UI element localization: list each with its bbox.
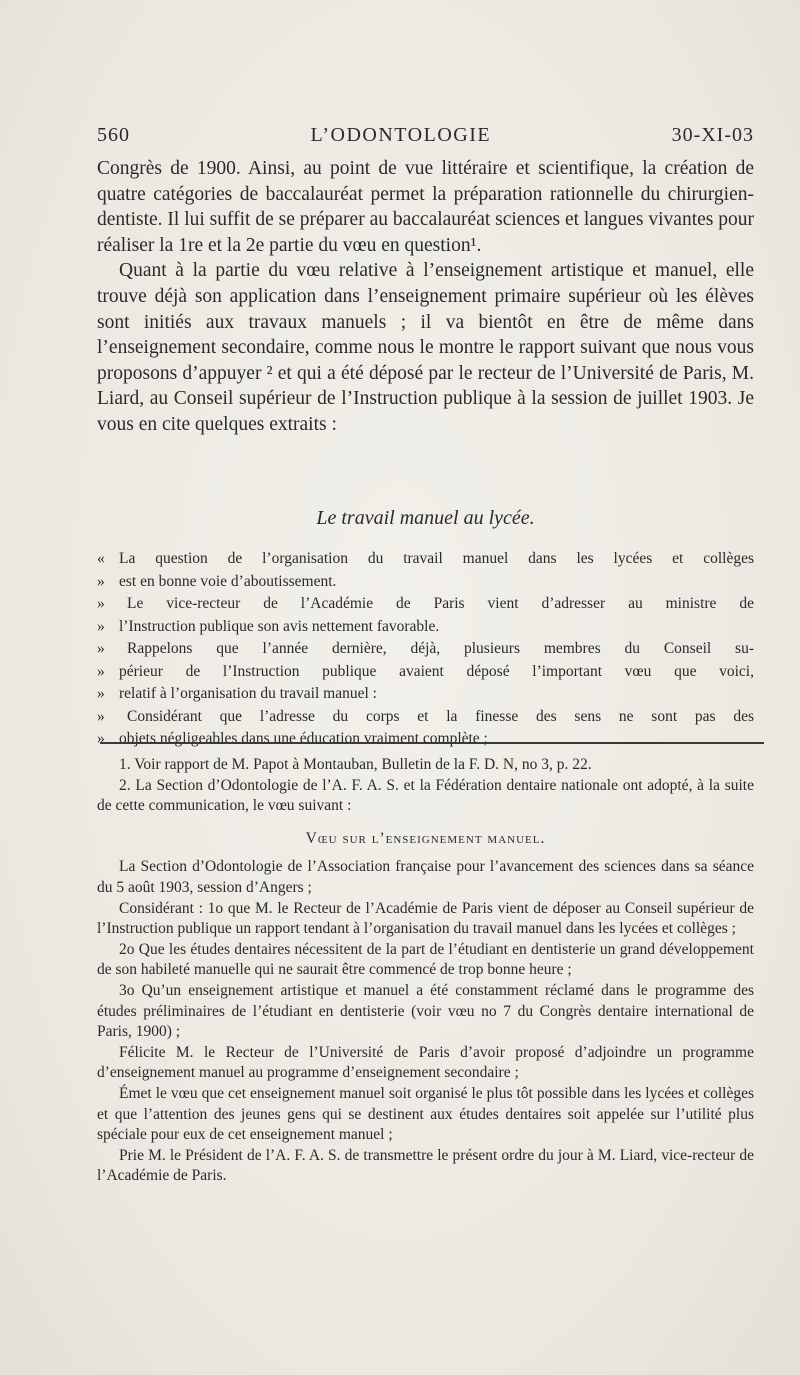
quote-mark: » [97,685,105,702]
quote-text: La question de l’organisation du travail manuel dans les lycées et collèges [119,550,754,567]
vow-paragraph: Émet le vœu que cet enseignement manuel soit organisé le plus tôt possible dans les lycées et collèges et que l’attention des jeunes gens qui se destinent aux études dentaires soit appelée sur l’utilité plus spéciale pour eux de cet enseignement manuel ; [97,1084,754,1144]
quote-line [97,661,754,684]
quote-text: l’Instruction publique son avis nettement favorable. [119,617,440,635]
vow-paragraph: 2o Que les études dentaires nécessitent de la part de l’étudiant en dentisterie un grand développement de son habileté manuelle qui ne saurait être commencé de trop bonne heure ; [97,940,754,979]
quote-line [97,548,754,571]
quote-text: objets négligeables dans une éducation vraiment complète ; [119,730,488,747]
footnote-separator [100,742,764,744]
quote-mark: » [97,730,105,747]
quote-mark: » [97,595,105,612]
vow-paragraph: La Section d’Odontologie de l’Association française pour l’avancement des sciences dans sa séance du 5 août 1903, session d’Angers ; [97,858,754,896]
quote-text: Considérant que l’adresse du corps et la finesse des sens ne sont pas des [127,707,754,725]
vow-title: Vœu sur l’enseignement manuel. [305,829,546,847]
body-paragraph: Congrès de 1900. Ainsi, au point de vue littéraire et scientifique, la création de quatre catégories de baccalauréat permet la préparation rationnelle du chirurgien-dentiste. Il lui suffit de se préparer au baccalauréat sciences et langues vivantes pour réaliser la 1re et la 2e partie du vœu en question¹. [97,158,754,256]
vow-paragraph: 3o Qu’un enseignement artistique et manuel a été constamment réclamé dans le programme des études préliminaires de l’étudiant en dentisterie (voir vœu no 7 du Congrès dentaire international de Paris, 1900) ; [97,981,754,1041]
vow-paragraph: Félicite M. le Recteur de l’Université de Paris d’avoir proposé d’adjoindre un programme d’enseignement manuel au programme d’enseignement secondaire ; [97,1043,754,1082]
quote-line [97,683,754,706]
quote-text: est en bonne voie d’aboutissement. [119,572,337,590]
vow-paragraph: Considérant : 1o que M. le Recteur de l’Académie de Paris vient de déposer au Conseil supérieur de l’Instruction publique un rapport tendant à l’organisation du travail manuel dans les lycées et collèges ; [97,899,754,938]
issue-date: 30-XI-03 [671,124,754,146]
journal-title: L’ODONTOLOGIE [310,124,492,146]
quote-mark: » [97,640,105,657]
main-text [97,156,754,438]
quote-mark: » [97,617,105,635]
section-title: Le travail manuel au lycée. [316,507,535,529]
quote-line [97,706,754,729]
footnotes [97,755,754,1187]
quote-text: Rappelons que l’année dernière, déjà, plusieurs membres du Conseil su- [127,640,754,657]
quote-text: périeur de l’Instruction publique avaient déposé l’important vœu que voici, [119,662,754,680]
page-number: 560 [97,124,130,146]
quote-line [97,571,754,594]
body-paragraph: Quant à la partie du vœu relative à l’enseignement artistique et manuel, elle trouve déjà son application dans l’enseignement primaire supérieur où les élèves sont initiés aux travaux manuels ; il va bientôt en être de même dans l’enseignement secondaire, comme nous le montre le rapport suivant que nous vous proposons d’appuyer ² et qui a été déposé par le recteur de l’Université de Paris, M. Liard, au Conseil supérieur de l’Instruction publique à la session de juillet 1903. Je vous en cite quelques extraits : [97,260,754,435]
quote-mark: » [97,707,105,725]
quote-mark: » [97,662,105,680]
quote-text: relatif à l’organisation du travail manuel : [119,685,377,702]
quote-line [97,638,754,661]
quote-line [97,616,754,639]
running-header [97,124,754,147]
vow-paragraph: Prie M. le Président de l’A. F. A. S. de transmettre le présent ordre du jour à M. Liard, vice-recteur de l’Académie de Paris. [97,1146,754,1185]
quote-mark: « [97,550,105,567]
quoted-extract [97,548,754,751]
quote-text: Le vice-recteur de l’Académie de Paris vient d’adresser au ministre de [127,595,754,612]
quote-mark: » [97,572,105,590]
footnote-2: 2. La Section d’Odontologie de l’A. F. A. S. et la Fédération dentaire nationale ont adopté, à la suite de cette communication, le vœu suivant : [97,776,754,815]
quote-line [97,593,754,616]
quote-line [97,728,754,751]
footnote-1: 1. Voir rapport de M. Papot à Montauban, Bulletin de la F. D. N, no 3, p. 22. [119,756,592,773]
